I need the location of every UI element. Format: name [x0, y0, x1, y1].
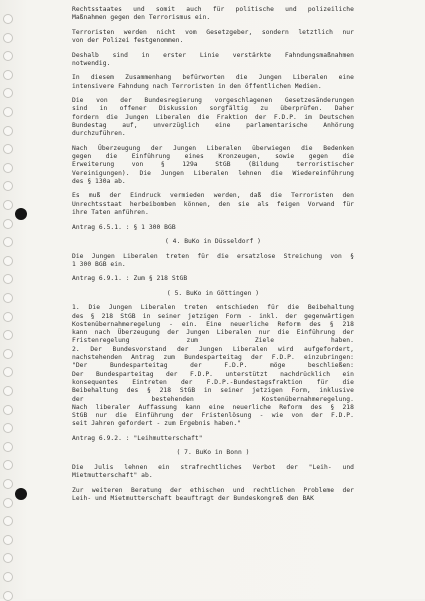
text-line: sind in offener Diskussion sorgfältig zu überprüfen. Daher	[72, 105, 354, 113]
binder-holes	[0, 0, 20, 599]
text-line: Rechtsstaates und somit auch für politische und polizeiliche	[72, 6, 354, 13]
paragraph-p11	[72, 275, 354, 283]
binder-hole	[3, 423, 13, 433]
paragraph-p13	[72, 304, 354, 428]
binder-hole	[3, 181, 13, 191]
text-line: Terroristen werden nicht vom Gesetzgeber, sondern letztlich nur	[72, 28, 354, 36]
text-line: Die von der Bundesregierung vorgeschlagenen Gesetzesänderungen	[72, 97, 354, 105]
paragraph-p14	[72, 435, 354, 443]
binder-hole	[3, 219, 13, 229]
binder-hole	[3, 367, 13, 377]
paragraph-p5	[72, 97, 354, 138]
binder-hole	[3, 572, 13, 582]
text-line: Nach Überzeugung der Jungen Liberalen überwiegen die Bedenken	[72, 144, 354, 152]
paragraph-p3	[72, 52, 354, 69]
binder-hole	[3, 312, 13, 322]
text-line: Die Jungen Liberalen treten für die ersatzlose Streichung von §	[72, 252, 354, 260]
binder-hole	[3, 386, 13, 396]
text-line: fordern die Jungen Liberalen die Fraktion der F.D.P. im Deutschen	[72, 113, 354, 121]
paragraph-p9	[72, 238, 354, 246]
binder-hole	[3, 293, 13, 303]
text-line: ihre Taten anführen.	[72, 209, 149, 217]
text-line: Maßnahmen gegen den Terrorismus ein.	[72, 14, 211, 22]
text-line: Fristenregelung zum Ziele haben.	[72, 337, 354, 345]
document-body	[72, 6, 354, 509]
binder-hole	[3, 256, 13, 266]
paragraph-p1	[72, 6, 354, 23]
text-line: durchzuführen.	[72, 130, 126, 138]
binder-hole	[3, 591, 13, 601]
paragraph-p16	[72, 464, 354, 481]
text-line: nachstehenden Antrag zum Bundesparteitag der F.D.P. einzubringen:	[72, 354, 354, 362]
text-line: 1. Die Jungen Liberalen treten entschieden für die Beibehaltung	[72, 304, 354, 312]
binder-hole	[3, 14, 13, 24]
binder-hole	[3, 479, 13, 489]
binder-hole	[3, 70, 13, 80]
text-line: Deshalb sind in erster Linie verstärkte Fahndungsmaßnahmen	[72, 51, 354, 59]
text-line: Erweiterung von § 129a StGB (Bildung terroristischer	[72, 161, 354, 169]
text-line: Der Bundesparteitag der F.D.P. unterstützt nachdrücklich ein	[72, 370, 354, 378]
paragraph-p17	[72, 487, 354, 504]
text-line: Antrag 6.9.1. : Zum § 218 StGB	[72, 275, 188, 283]
binder-hole	[3, 330, 13, 340]
binder-hole	[3, 498, 13, 508]
binder-hole	[3, 200, 13, 210]
binder-hole	[3, 126, 13, 136]
text-line: des § 130a ab.	[72, 177, 126, 185]
text-line: gegen die Einführung eines Kronzeugen, sowie gegen die	[72, 153, 354, 161]
text-line: von der Polizei festgenommen.	[72, 37, 184, 45]
text-line: Leih- und Mietmutterschaft beauftragt der Bundeskongreß den BAK	[72, 494, 314, 502]
binder-hole	[3, 405, 13, 415]
text-line: Zur weiteren Beratung der ethischen und rechtlichen Probleme der	[72, 486, 354, 494]
paragraph-p10	[72, 253, 354, 270]
text-line: Beibehaltung des § 218 StGB in seiner jetzigen Form, inklusive	[72, 387, 354, 395]
text-line: Unrechtsstaat herbeibomben können, den sie als feigen Vorwand für	[72, 200, 354, 208]
binder-hole	[3, 33, 13, 43]
text-line: konsequentes Eintreten der F.D.P.-Bundestagsfraktion für die	[72, 378, 354, 386]
text-line: Mietmutterschaft" ab.	[72, 472, 153, 480]
text-line: Vereinigungen). Die Jungen Liberalen lehnen die Wiedereinführung	[72, 169, 354, 177]
binder-hole	[3, 349, 13, 359]
text-line: Nach liberaler Auffassung kann eine neuerliche Reform des § 218	[72, 403, 354, 411]
binder-hole	[3, 237, 13, 247]
binder-hole	[3, 107, 13, 117]
text-line: In diesem Zusammenhang befürworten die Jungen Liberalen eine	[72, 74, 354, 82]
binder-hole	[3, 516, 13, 526]
text-line: 1 300 BGB ein.	[72, 260, 126, 268]
text-line: Bundestag auf, unverzüglich eine parlamentarische Anhörung	[72, 122, 354, 130]
paragraph-p12	[72, 290, 354, 298]
text-line: notwendig.	[72, 59, 111, 67]
text-line: 2. Der Bundesvorstand der Jungen Liberalen wird aufgefordert,	[72, 345, 354, 353]
binder-hole	[3, 553, 13, 563]
binder-hole	[3, 163, 13, 173]
text-line: StGB nur die Einführung der Fristenlösung - wie von der F.D.P.	[72, 412, 354, 420]
paragraph-p15	[72, 449, 354, 457]
text-line: des § 218 StGB in seiner jetzigen Form - inkl. der gegenwärtigen	[72, 312, 354, 320]
paragraph-p2	[72, 29, 354, 46]
punch-hole-top	[15, 208, 27, 220]
text-line: Antrag 6.5.1. : § 1 300 BGB	[72, 223, 176, 231]
paragraph-p6	[72, 145, 354, 186]
binder-hole	[3, 274, 13, 284]
text-line: Kostenübernahmeregelung - ein. Eine neuerliche Reform des § 218	[72, 320, 354, 328]
binder-hole	[3, 535, 13, 545]
text-line: "Der Bundesparteitag der F.D.P. möge beschließen:	[72, 362, 354, 370]
text-line: ( 5. BuKo in Göttingen )	[166, 289, 260, 297]
text-line: ( 4. BuKo in Düsseldorf )	[164, 238, 262, 246]
binder-hole	[3, 442, 13, 452]
punch-hole-bottom	[15, 488, 27, 500]
paragraph-p8	[72, 224, 354, 232]
text-line: Antrag 6.9.2. : "Leihmutterschaft"	[72, 434, 203, 442]
text-line: ( 7. BuKo in Bonn )	[176, 449, 250, 457]
binder-hole	[3, 51, 13, 61]
text-line: intensivere Fahndung nach Terroristen in den öffentlichen Medien.	[72, 82, 322, 90]
text-line: seit Jahren gefordert - zum Ergebnis haben."	[72, 420, 242, 428]
text-line: Es muß der Eindruck vermieden werden, daß die Terroristen den	[72, 192, 354, 200]
text-line: der bestehenden Kostenübernahmeregelung.	[72, 395, 354, 403]
binder-hole	[3, 460, 13, 470]
binder-hole	[3, 144, 13, 154]
text-line: kann nach Überzeugung der Jungen Liberalen nur die Einführung der	[72, 329, 354, 337]
paragraph-p4	[72, 74, 354, 91]
binder-hole	[3, 88, 13, 98]
text-line: Die Julis lehnen ein strafrechtliches Verbot der "Leih- und	[72, 463, 354, 471]
paragraph-p7	[72, 192, 354, 217]
